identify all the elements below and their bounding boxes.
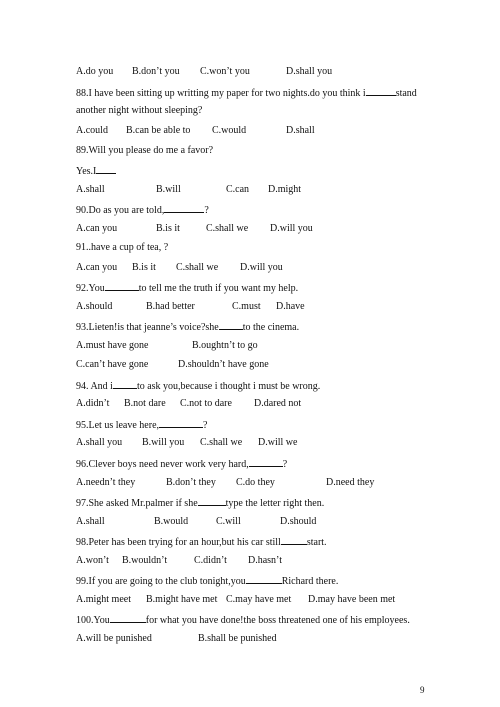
answer-option: B.don’t they xyxy=(166,477,216,488)
question-text: ? xyxy=(204,205,209,216)
question-text: 94. And i xyxy=(76,381,113,392)
question-line xyxy=(76,574,338,588)
question-text: 93.Lieten!is that jeanne’s voice?she xyxy=(76,322,219,333)
question-text: another night without sleeping? xyxy=(76,105,203,116)
question-text: ? xyxy=(203,420,208,431)
answer-option: D.will you xyxy=(270,223,313,234)
answer-blank xyxy=(366,86,396,96)
answer-option: D.need they xyxy=(326,477,375,488)
answer-option: B.don’t you xyxy=(132,66,180,77)
answer-blank xyxy=(249,457,283,467)
answer-option: D.shall xyxy=(286,125,315,136)
answer-option: C.do they xyxy=(236,477,275,488)
answer-option: C.not to dare xyxy=(180,398,232,409)
answer-option: A.might meet xyxy=(76,594,131,605)
answer-options-row xyxy=(76,633,416,645)
answer-options-row xyxy=(76,184,416,196)
answer-option: D.will we xyxy=(258,437,298,448)
question-line xyxy=(76,164,116,178)
question-line xyxy=(76,457,287,471)
answer-blank xyxy=(110,613,146,623)
answer-option: B.is it xyxy=(156,223,180,234)
question-text: 96.Clever boys need never work very hard, xyxy=(76,459,249,470)
answer-option: D.should xyxy=(280,516,317,527)
answer-option: B.can be able to xyxy=(126,125,191,136)
question-line xyxy=(76,203,209,217)
answer-option: B.wouldn’t xyxy=(122,555,168,566)
answer-option: D.shouldn’t have gone xyxy=(178,359,269,370)
answer-blank xyxy=(96,164,116,174)
question-line xyxy=(76,145,213,157)
answer-option: D.have xyxy=(276,301,305,312)
question-text: to ask you,because i thought i must be wrong. xyxy=(136,381,321,392)
answer-option: A.could xyxy=(76,125,108,136)
answer-option: A.can you xyxy=(76,262,118,273)
answer-options-row xyxy=(76,594,416,606)
answer-options-row xyxy=(76,340,416,352)
answer-option: D.may have been met xyxy=(308,594,396,605)
answer-option: C.won’t you xyxy=(200,66,250,77)
question-text: ? xyxy=(282,459,288,470)
question-text: to the cinema. xyxy=(242,322,300,333)
question-line xyxy=(76,535,327,549)
question-text: for what you have done!the boss threatened one of his employees. xyxy=(145,615,410,626)
question-text: 90.Do as you are told, xyxy=(76,205,165,216)
answer-blank xyxy=(246,574,282,584)
question-text: 98.Peter has been trying for an hour,but his car still xyxy=(76,537,281,548)
answer-option: A.do you xyxy=(76,66,114,77)
answer-option: B.not dare xyxy=(124,398,166,409)
answer-option: C.didn’t xyxy=(194,555,227,566)
question-text: 100.You xyxy=(76,615,110,626)
answer-options-row xyxy=(76,437,416,449)
answer-option: D.might xyxy=(268,184,302,195)
question-line xyxy=(76,496,324,510)
question-line xyxy=(76,242,168,254)
answer-option: C.shall we xyxy=(206,223,249,234)
answer-option: B.would xyxy=(154,516,189,527)
answer-option: B.had better xyxy=(146,301,195,312)
answer-blank xyxy=(164,203,204,213)
answer-option: A.won’t xyxy=(76,555,109,566)
answer-options-row xyxy=(76,125,416,137)
answer-option: D.shall you xyxy=(286,66,333,77)
answer-option: C.may have met xyxy=(226,594,292,605)
answer-options-row xyxy=(76,516,416,528)
question-text: 95.Let us leave here, xyxy=(76,420,160,431)
answer-option: A.can you xyxy=(76,223,118,234)
question-line xyxy=(76,418,207,432)
answer-option: A.didn’t xyxy=(76,398,110,409)
answer-option: B.oughtn’t to go xyxy=(192,340,258,351)
answer-blank xyxy=(113,379,137,389)
answer-blank xyxy=(159,418,203,428)
question-line xyxy=(76,86,417,100)
question-text: 89.Will you please do me a favor? xyxy=(76,145,214,156)
answer-option: B.will you xyxy=(142,437,185,448)
answer-option: D.hasn’t xyxy=(248,555,282,566)
answer-option: A.shall xyxy=(76,516,105,527)
answer-option: A.shall you xyxy=(76,437,123,448)
answer-option: C.shall we xyxy=(176,262,219,273)
answer-option: D.will you xyxy=(240,262,283,273)
answer-option: A.shall xyxy=(76,184,105,195)
question-line xyxy=(76,379,320,393)
answer-options-row xyxy=(76,262,416,274)
question-line xyxy=(76,281,298,295)
answer-option: A.should xyxy=(76,301,113,312)
answer-option: A.must have gone xyxy=(76,340,149,351)
answer-options-row xyxy=(76,359,416,371)
page-number: 9 xyxy=(420,685,425,695)
question-text: start. xyxy=(306,537,327,548)
answer-option: A.will be punished xyxy=(76,633,152,644)
answer-option: A.needn’t they xyxy=(76,477,136,488)
answer-options-row xyxy=(76,66,416,78)
answer-option: B.might have met xyxy=(146,594,218,605)
answer-option: C.must xyxy=(232,301,261,312)
answer-options-row xyxy=(76,223,416,235)
answer-option: D.dared not xyxy=(254,398,302,409)
question-text: type the letter right then. xyxy=(225,498,325,509)
answer-option: C.can’t have gone xyxy=(76,359,149,370)
question-text: Yes.I xyxy=(76,166,97,177)
question-line xyxy=(76,613,410,627)
question-text: 92.You xyxy=(76,283,105,294)
answer-option: B.will xyxy=(156,184,181,195)
answer-option: B.shall be punished xyxy=(198,633,277,644)
answer-option: B.is it xyxy=(132,262,156,273)
question-text: 88.I have been sitting up writting my paper for two nights.do you think i xyxy=(76,88,366,99)
question-line xyxy=(76,320,299,334)
answer-option: C.shall we xyxy=(200,437,243,448)
question-text: 91..have a cup of tea, ? xyxy=(76,242,169,253)
question-text: 97.She asked Mr.palmer if she xyxy=(76,498,198,509)
answer-options-row xyxy=(76,398,416,410)
answer-blank xyxy=(219,320,243,330)
answer-options-row xyxy=(76,477,416,489)
question-text: Richard there. xyxy=(281,576,339,587)
answer-options-row xyxy=(76,301,416,313)
answer-options-row xyxy=(76,555,416,567)
answer-option: C.can xyxy=(226,184,250,195)
question-line xyxy=(76,105,202,117)
answer-option: C.would xyxy=(212,125,247,136)
answer-blank xyxy=(198,496,226,506)
answer-blank xyxy=(105,281,139,291)
question-text: 99.If you are going to the club tonight,you xyxy=(76,576,246,587)
question-text: to tell me the truth if you want my help. xyxy=(138,283,299,294)
answer-blank xyxy=(281,535,307,545)
answer-option: C.will xyxy=(216,516,241,527)
question-text: stand xyxy=(395,88,417,99)
